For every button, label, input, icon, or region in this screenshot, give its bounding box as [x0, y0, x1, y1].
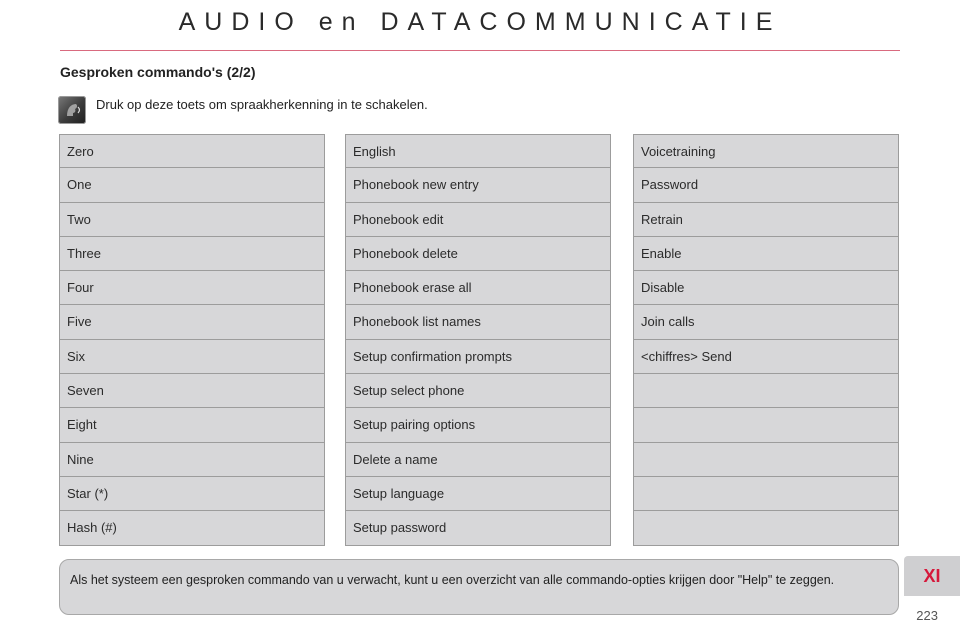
table-row: Seven: [59, 374, 325, 408]
table-row: Eight: [59, 408, 325, 442]
command-column-1: [59, 134, 325, 546]
table-row: Setup password: [345, 511, 611, 545]
title-divider: [60, 50, 900, 51]
table-row: Enable: [633, 237, 899, 271]
page-number: 223: [916, 608, 938, 623]
table-row: [633, 408, 899, 442]
table-row: Setup select phone: [345, 374, 611, 408]
table-row: Setup language: [345, 477, 611, 511]
table-row: Six: [59, 340, 325, 374]
table-row: English: [345, 134, 611, 168]
voice-command-button-icon: [58, 96, 86, 124]
table-row: Nine: [59, 443, 325, 477]
table-row: Setup confirmation prompts: [345, 340, 611, 374]
table-row: Three: [59, 237, 325, 271]
table-row: Phonebook edit: [345, 203, 611, 237]
table-row: Phonebook delete: [345, 237, 611, 271]
chapter-tab: XI: [904, 556, 960, 596]
table-row: Phonebook erase all: [345, 271, 611, 305]
face-speaking-icon: [58, 96, 86, 124]
table-row: Retrain: [633, 203, 899, 237]
table-row: Phonebook list names: [345, 305, 611, 339]
table-row: Join calls: [633, 305, 899, 339]
table-row: Zero: [59, 134, 325, 168]
table-row: Five: [59, 305, 325, 339]
table-row: Hash (#): [59, 511, 325, 545]
intro-text: Druk op deze toets om spraakherkenning in te schakelen.: [96, 97, 428, 112]
table-row: [633, 443, 899, 477]
table-row: <chiffres> Send: [633, 340, 899, 374]
page-title: AUDIO en DATACOMMUNICATIE: [178, 8, 782, 36]
table-row: Disable: [633, 271, 899, 305]
table-row: Two: [59, 203, 325, 237]
command-column-2: [345, 134, 611, 546]
table-row: Star (*): [59, 477, 325, 511]
table-row: Phonebook new entry: [345, 168, 611, 202]
table-row: [633, 374, 899, 408]
command-column-3: [633, 134, 899, 546]
table-row: Setup pairing options: [345, 408, 611, 442]
table-row: Delete a name: [345, 443, 611, 477]
table-row: Voicetraining: [633, 134, 899, 168]
table-row: Four: [59, 271, 325, 305]
section-heading: Gesproken commando's (2/2): [60, 64, 256, 80]
table-row: [633, 477, 899, 511]
table-row: [633, 511, 899, 545]
table-row: Password: [633, 168, 899, 202]
table-row: One: [59, 168, 325, 202]
help-note: Als het systeem een gesproken commando van u verwacht, kunt u een overzicht van alle commando-opties krijgen door "Help" te zeggen.: [59, 559, 899, 615]
